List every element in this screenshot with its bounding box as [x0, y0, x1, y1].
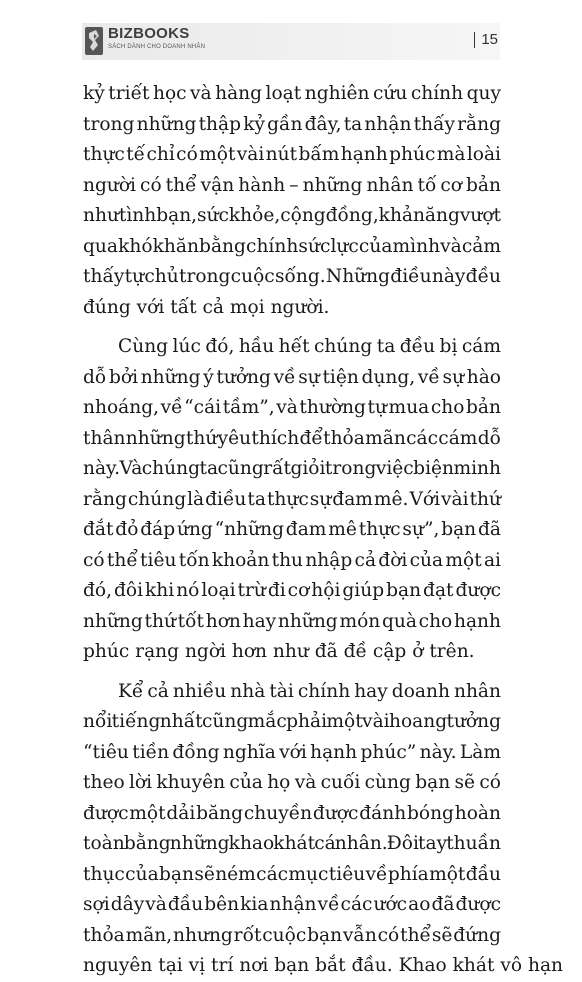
text-line: rằng chúng là điều ta thực sự đam mê. Với vài thứ [83, 488, 501, 510]
text-line: có thể tiêu tốn khoản thu nhập cả đời của một ai [83, 549, 501, 571]
brand-name: BIZBOOKS [108, 25, 190, 42]
text-line: như tình bạn, sức khỏe, cộng đồng, khả năng vượt [83, 205, 501, 226]
text-line: đó, đôi khi nó loại trừ đi cơ hội giúp bạn đạt được [83, 580, 501, 601]
text-line: người có thể vận hành – những nhân tố cơ bản [83, 174, 501, 196]
text-line: sợi dây và đầu bên kia nhận về các ước ao đã được [83, 894, 501, 915]
text-line: này. Và chúng ta cũng rất giỏi trong việc biện minh [83, 458, 501, 479]
text-line: được một dải băng chuyền được đánh bóng hoàn [83, 802, 501, 824]
text-line: “tiêu tiền đồng nghĩa với hạnh phúc” này. Làm [83, 741, 501, 763]
text-line: thỏa mãn, nhưng rốt cuộc bạn vẫn có thể sẽ đứng [83, 924, 501, 946]
text-line: thực tế chỉ có một vài nút bấm hạnh phúc mà loài [83, 144, 501, 165]
text-line: thấy tự chủ trong cuộc sống. Những điều này đều [83, 266, 501, 287]
text-line: kỷ triết học và hàng loạt nghiên cứu chính quy [83, 83, 501, 104]
paragraph [83, 79, 501, 323]
brand-tagline: SÁCH DÀNH CHO DOANH NHÂN [108, 44, 206, 50]
text-line: trong những thập kỷ gần đây, ta nhận thấy rằng [83, 113, 501, 135]
text-line: nổi tiếng nhất cũng mắc phải một vài hoang tưởng [83, 711, 501, 732]
text-line: dỗ bởi những ý tưởng về sự tiện dụng, về sự hào [83, 366, 501, 388]
text-line: thân những thứ yêu thích để thỏa mãn các cám dỗ [83, 427, 501, 449]
text-line: thục của bạn sẽ ném các mục tiêu về phía một đầu [83, 863, 501, 885]
text-line: nguyên tại vị trí nơi bạn bắt đầu. Khao khát vô hạn [83, 955, 564, 976]
body-text [83, 79, 564, 982]
paragraph [83, 332, 501, 668]
text-line: theo lời khuyên của họ và cuối cùng bạn sẽ có [83, 772, 501, 793]
paragraph [83, 677, 564, 982]
text-line: những thứ tốt hơn hay những món quà cho hạnh [83, 610, 501, 632]
text-line: đúng với tất cả mọi người. [83, 296, 330, 318]
text-line: qua khó khăn bằng chính sức lực của mình và cảm [83, 235, 501, 257]
page-number-block [474, 31, 498, 48]
text-line: đắt đỏ đáp ứng “những đam mê thực sự”, bạn đã [83, 519, 501, 540]
text-line: toàn bằng những khao khát cá nhân. Đôi tay thuần [83, 833, 501, 854]
text-line: Cùng lúc đó, hầu hết chúng ta đều bị cám [118, 336, 501, 357]
page-number: 15 [481, 31, 498, 48]
bizbooks-logo-icon [85, 27, 103, 55]
text-line: phúc rạng ngời hơn như đã đề cập ở trên. [83, 641, 475, 662]
page-header [82, 23, 500, 60]
text-line: Kể cả nhiều nhà tài chính hay doanh nhân [118, 680, 501, 702]
page-number-divider [474, 32, 476, 48]
text-line: nhoáng, về “cái tầm”, và thường tự mua cho bản [83, 397, 501, 418]
